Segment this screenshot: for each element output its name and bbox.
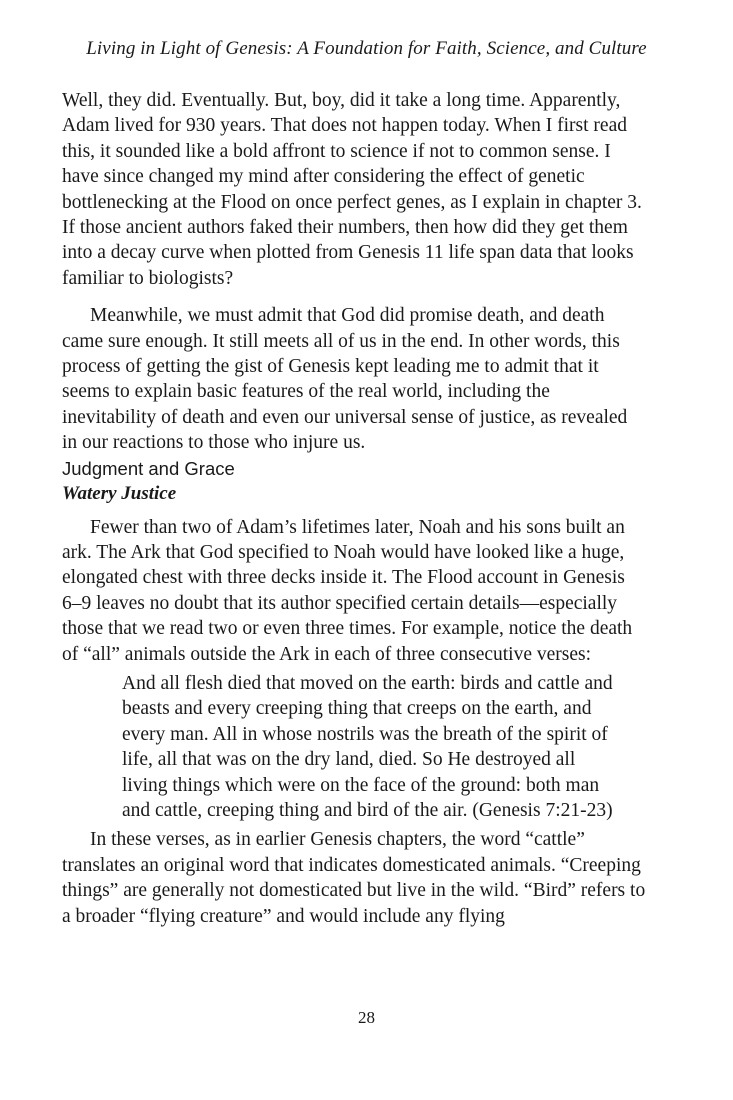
page-body <box>62 88 646 929</box>
subheading: Watery Justice <box>62 483 177 505</box>
paragraph-1: Well, they did. Eventually. But, boy, did it take a long time. Apparently, Adam lived for 930 years. That does not happen today. When I first read this, it sounded like a bold affront to science if not to common sense. I have since changed my mind after considering the effect of genetic bottlenecking at the Flood on once perfect genes, as I explain in chapter 3. If those ancient authors faked their numbers, then how did they get them into a decay curve when plotted from Genesis 11 life span data that looks familiar to biologists? <box>62 90 642 289</box>
paragraph-2: Meanwhile, we must admit that God did promise death, and death came sure enough. It still meets all of us in the end. In other words, this process of getting the gist of Genesis kept leading me to admit that it seems to explain basic features of the real world, including the inevitability of death and even our universal sense of justice, as revealed in our reactions to those who injure us. <box>62 305 628 454</box>
block-quote: And all flesh died that moved on the earth: birds and cattle and beasts and every creeping thing that creeps on the earth, and every man. All in whose nostrils was the breath of the spirit of life, all that was on the dry land, died. So He destroyed all living things which were on the face of the ground: both man and cattle, creeping thing and bird of the air. (Genesis 7:21-23) <box>122 672 613 821</box>
paragraph-4: In these verses, as in earlier Genesis chapters, the word “cattle” translates an original word that indicates domesticated animals. “Creeping things” are generally not domesticated but live in the wild. “Bird” refers to a broader “flying creature” and would include any flying <box>62 829 646 927</box>
section-heading: Judgment and Grace <box>62 457 235 479</box>
running-head-title: Living in Light of Genesis: A Foundation for Faith, Science, and Culture <box>86 38 647 59</box>
page-number: 28 <box>358 1008 375 1027</box>
paragraph-3: Fewer than two of Adam’s lifetimes later, Noah and his sons built an ark. The Ark that God specified to Noah would have looked like a huge, elongated chest with three decks inside it. The Flood account in Genesis 6–9 leaves no doubt that its author specified certain details—especially those that we read two or even three times. For example, notice the death of “all” animals outside the Ark in each of three consecutive verses: <box>62 516 633 665</box>
